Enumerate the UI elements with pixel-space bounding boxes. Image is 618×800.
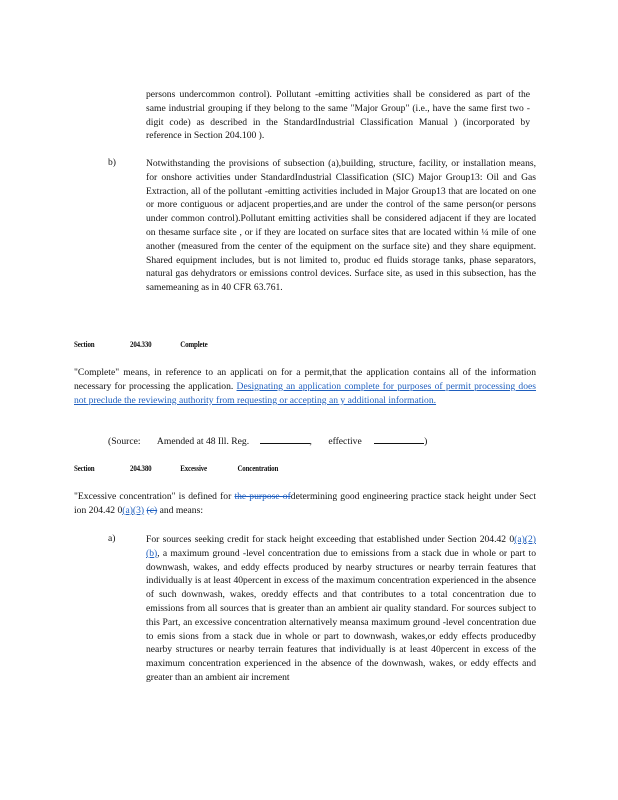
- source-note: [108, 434, 427, 447]
- deleted-text: the purpose of: [234, 491, 291, 502]
- inserted-text: (a)(3): [122, 504, 145, 516]
- blank-line: [260, 434, 310, 444]
- section-label: Section: [74, 340, 95, 349]
- definition-text-1: "Excessive concentration" is defined for: [74, 491, 232, 502]
- section-number: 204.330: [130, 340, 152, 349]
- deleted-text: (c): [146, 504, 158, 516]
- excessive-concentration-definition: [74, 490, 536, 518]
- section-204-380-heading: [74, 464, 278, 473]
- source-suffix: ): [424, 436, 428, 447]
- item-a-text-1: For sources seeking credit for stack height exceeding that established under Section 204.42 0: [146, 534, 515, 545]
- source-amended: Amended at 48 Ill. Reg.: [156, 436, 250, 447]
- item-a-paragraph: [146, 533, 536, 685]
- source-prefix: (Source:: [108, 436, 141, 447]
- definition-text-3: and means:: [159, 504, 203, 516]
- continuation-paragraph: persons undercommon control). Pollutant -emitting activities shall be considered as part of the same industrial grouping if they belong to the same "Major Group" (i.e., have the same first two -digit code) as described in the StandardIndustrial Classification Manual ) (incorporated by reference in Section 204.100 ).: [146, 89, 530, 142]
- definition-text-2: determining good engineering practice stack height under Sect ion 204.42 0: [74, 491, 536, 516]
- source-comma: ,: [309, 436, 312, 447]
- item-a-text-2: , a maximum ground -level concentration due to emissions from a stack due in whole or part to downwash, wakes, and eddy effects produced by nearby structures or nearby terrain features that individually is at least 40percent in excess of the maximum concentration experienced in the absence of such downwash, wakes, oreddy effects and that contributes to a total concentration due to emissions from all sources that is greater than an ambient air quality standard. For sources subject to this Part, an excessive concentration alternatively meansa maximum ground -level concentration due to emis sions from a stack due in whole or part to downwash, wakes,or eddy effects producedby nearby structures or nearby terrain features that individually is at least 40percent in excess of the maximum concentration experienced in the absence of the downwash, wakes, or eddy effects and greater than an ambient air increment: [146, 547, 536, 683]
- section-title-1: Excessive: [180, 464, 207, 473]
- inserted-text: (a)(2) (b): [146, 534, 536, 559]
- inserted-text: Designating an application complete for purposes of permit processing does not preclude the reviewing authority from requesting or accepting an y additional information.: [74, 380, 537, 406]
- section-204-330-heading: [74, 340, 208, 349]
- item-b-label: b): [108, 157, 116, 168]
- complete-definition: [74, 366, 536, 407]
- complete-definition-text: "Complete" means, in reference to an applicati on for a permit,that the application contains all of the information necessary for processing the application.: [74, 367, 536, 392]
- section-label: Section: [74, 464, 95, 473]
- item-a-label: a): [108, 533, 116, 544]
- source-effective: effective: [328, 436, 362, 447]
- blank-line: [374, 434, 424, 444]
- section-title-2: Concentration: [237, 464, 279, 473]
- section-title: Complete: [180, 340, 208, 349]
- section-number: 204.380: [130, 464, 152, 473]
- item-b-paragraph: Notwithstanding the provisions of subsection (a),building, structure, facility, or installation means, for onshore activities under StandardIndustrial Classification (SIC) Major Group13: Oil and Gas Extraction, all of the pollutant -emitting activities included in Major Group13 that are located on one or more contiguous or adjacent properties,and are under the control of the same person(or persons under common control).Pollutant emitting activities shall be considered adjacent if they are located on thesame surface site , or if they are located on surface sites that are located within ¼ mile of one another (measured from the center of the equipment on the surface site) and they share equipment. Shared equipment includes, but is not limited to, produc ed fluids storage tanks, phase separators, natural gas dehydrators or emissions control devices. Surface site, as used in this subsection, has the samemeaning as in 40 CFR 63.761.: [146, 158, 536, 294]
